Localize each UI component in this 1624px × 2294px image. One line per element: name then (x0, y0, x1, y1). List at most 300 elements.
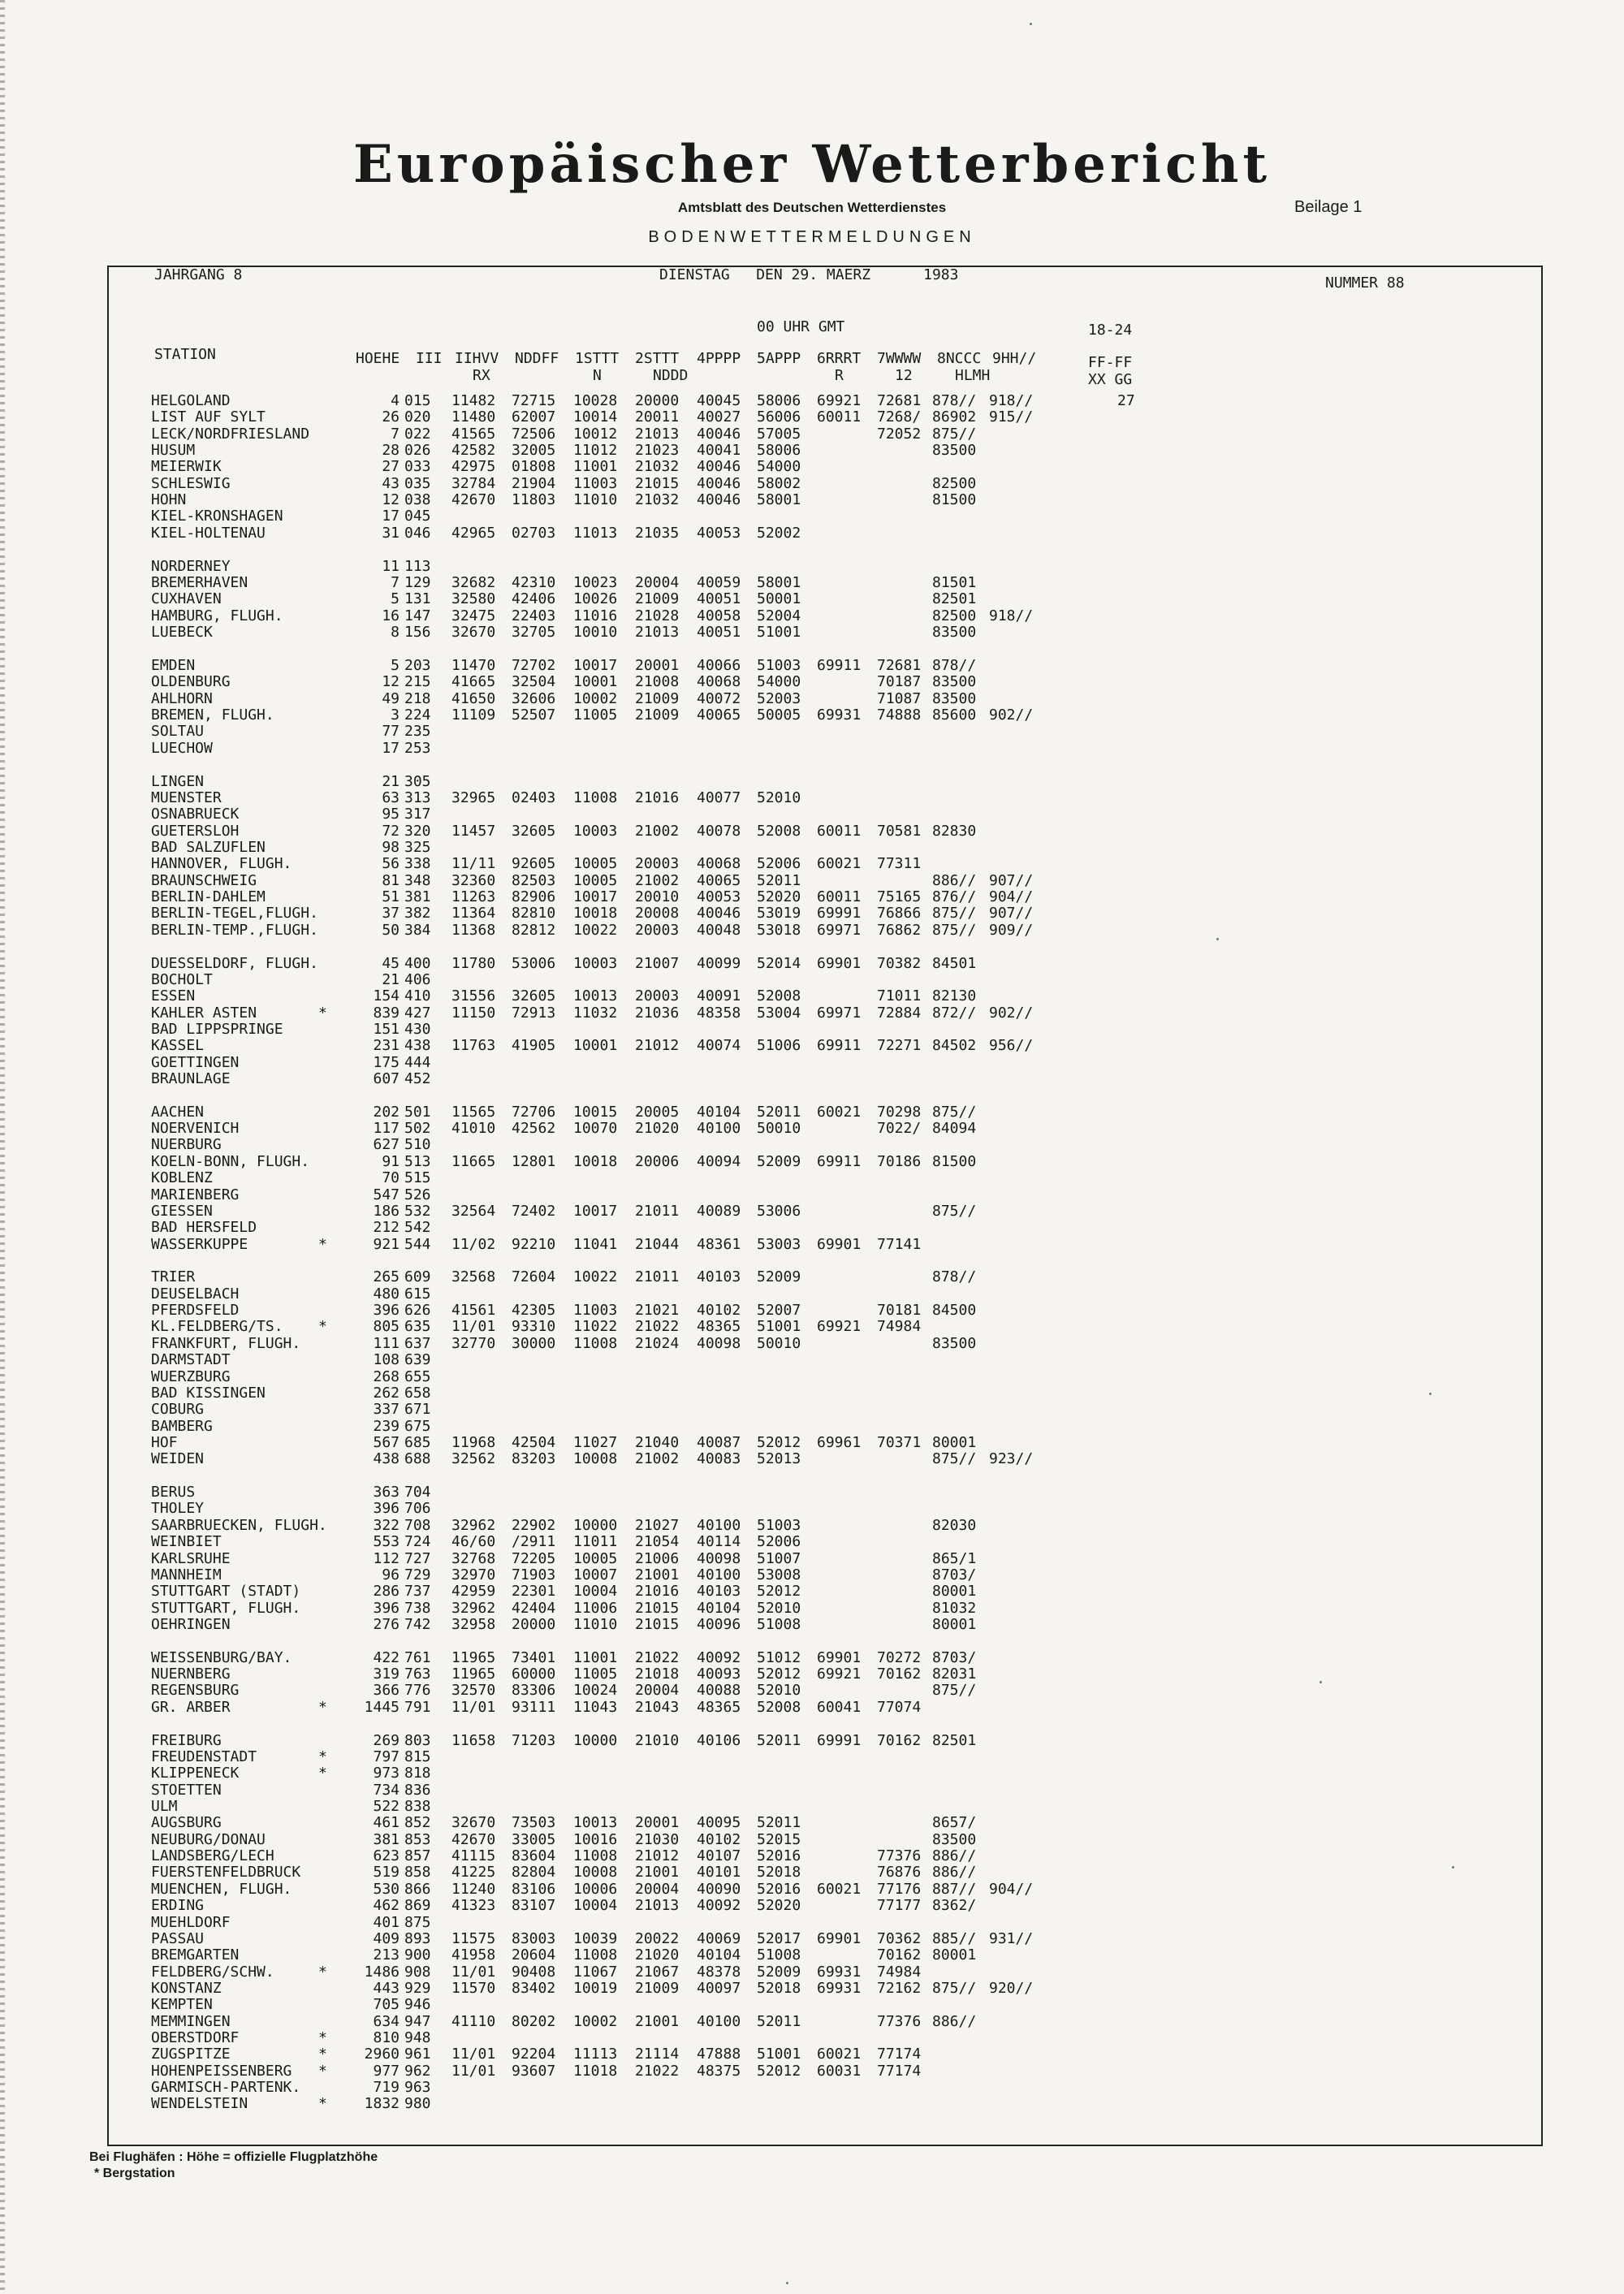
table-cell: 52003 (757, 690, 801, 707)
table-cell: 10024 (573, 1682, 618, 1699)
table-cell: 52010 (757, 1682, 801, 1699)
table-cell: 41565 (451, 426, 496, 443)
column-header: R (835, 367, 844, 384)
table-cell: 688 (404, 1450, 431, 1467)
table-cell: 32605 (512, 823, 556, 840)
table-cell: 40101 (697, 1864, 741, 1881)
table-cell: 69901 (817, 1649, 862, 1666)
table-cell: 46/60 (451, 1533, 496, 1550)
table-cell: 81 (382, 872, 400, 889)
table-cell: 31556 (451, 987, 496, 1004)
station-name: ULM (151, 1798, 178, 1815)
time-label: 00 UHR GMT (757, 318, 845, 335)
table-cell: 637 (404, 1335, 431, 1352)
table-cell: 11364 (451, 905, 496, 922)
table-cell: 918// (989, 607, 1034, 624)
paper-speck (1320, 1681, 1322, 1683)
column-header: 5APPP (757, 350, 801, 367)
column-header: 6RRRT (817, 350, 862, 367)
table-cell: 396 (373, 1600, 400, 1617)
table-cell: 406 (404, 971, 431, 988)
station-name: FELDBERG/SCHW. (151, 1964, 274, 1981)
table-cell: 21023 (635, 442, 680, 459)
table-cell: 11965 (451, 1665, 496, 1683)
table-cell: 818 (404, 1765, 431, 1782)
station-name: GUETERSLOH (151, 823, 240, 840)
table-cell: 2960 (364, 2046, 400, 2063)
table-cell: 623 (373, 1847, 400, 1864)
table-cell: 58001 (757, 574, 801, 591)
table-cell: 77174 (877, 2046, 922, 2063)
table-cell: 83107 (512, 1897, 556, 1914)
table-cell: 026 (404, 442, 431, 459)
table-cell: 639 (404, 1351, 431, 1368)
table-cell: 401 (373, 1914, 400, 1931)
table-cell: 396 (373, 1500, 400, 1517)
station-name: HOF (151, 1434, 178, 1451)
table-cell: 69911 (817, 657, 862, 674)
table-cell: 763 (404, 1665, 431, 1683)
table-cell: 11457 (451, 823, 496, 840)
table-cell: 11763 (451, 1037, 496, 1054)
table-cell: 52012 (757, 1583, 801, 1600)
station-name: FREUDENSTADT (151, 1748, 257, 1765)
table-cell: 113 (404, 558, 431, 575)
station-name: MEMMINGEN (151, 2013, 231, 2030)
table-cell: 83500 (932, 690, 977, 707)
table-cell: 11013 (573, 525, 618, 542)
table-cell: 21 (382, 773, 400, 790)
table-cell: 7022/ (877, 1120, 922, 1137)
table-cell: 72681 (877, 392, 922, 409)
table-cell: 852 (404, 1814, 431, 1831)
table-cell: 76876 (877, 1864, 922, 1881)
table-cell: 42406 (512, 590, 556, 607)
table-cell: 72506 (512, 426, 556, 443)
table-cell: 727 (404, 1550, 431, 1567)
table-cell: 40066 (697, 657, 741, 674)
station-name: COBURG (151, 1401, 205, 1418)
table-cell: 21024 (635, 1335, 680, 1352)
table-cell: 929 (404, 1980, 431, 1997)
table-cell: 80202 (512, 2013, 556, 2030)
station-name: HELGOLAND (151, 392, 231, 409)
table-cell: 82906 (512, 888, 556, 905)
table-cell: 317 (404, 806, 431, 823)
station-name: NOERVENICH (151, 1120, 240, 1137)
table-cell: 973 (373, 1765, 400, 1782)
table-cell: 776 (404, 1682, 431, 1699)
station-name: SCHLESWIG (151, 475, 231, 492)
station-name: GIESSEN (151, 1203, 213, 1220)
column-header: 9HH// (992, 350, 1037, 367)
table-cell: 396 (373, 1302, 400, 1319)
table-cell: 32670 (451, 1814, 496, 1831)
table-cell: 519 (373, 1864, 400, 1881)
table-cell: 443 (373, 1980, 400, 1997)
table-cell: 8657/ (932, 1814, 977, 1831)
table-cell: 11 (382, 558, 400, 575)
table-cell: 462 (373, 1897, 400, 1914)
table-cell: 69931 (817, 706, 862, 724)
table-cell: 32360 (451, 872, 496, 889)
table-cell: 11/01 (451, 2046, 496, 2063)
table-cell: 52007 (757, 1302, 801, 1319)
table-cell: 117 (373, 1120, 400, 1137)
table-cell: 956// (989, 1037, 1034, 1054)
table-cell: 40104 (697, 1600, 741, 1617)
table-cell: 73503 (512, 1814, 556, 1831)
table-cell: 875// (932, 1980, 977, 1997)
table-cell: 32568 (451, 1268, 496, 1285)
table-cell: 57005 (757, 426, 801, 443)
table-cell: 203 (404, 657, 431, 674)
table-cell: 48375 (697, 2063, 741, 2080)
station-name: LUECHOW (151, 740, 213, 757)
table-cell: 11109 (451, 706, 496, 724)
station-name: SOLTAU (151, 723, 205, 740)
table-cell: 60011 (817, 823, 862, 840)
table-cell: 82501 (932, 590, 977, 607)
table-cell: 69971 (817, 1004, 862, 1022)
table-cell: 11113 (573, 2046, 618, 2063)
table-cell: 52009 (757, 1268, 801, 1285)
table-cell: 11665 (451, 1153, 496, 1170)
table-cell: 20000 (512, 1616, 556, 1633)
station-name: BREMERHAVEN (151, 574, 248, 591)
table-cell: 1445 (364, 1699, 400, 1716)
table-cell: 53006 (757, 1203, 801, 1220)
table-cell: 10005 (573, 1550, 618, 1567)
table-cell: 381 (373, 1831, 400, 1848)
table-cell: 40103 (697, 1268, 741, 1285)
table-cell: 269 (373, 1732, 400, 1749)
table-cell: 857 (404, 1847, 431, 1864)
beilage-label: Beilage 1 (1294, 198, 1363, 216)
table-cell: 11480 (451, 408, 496, 426)
table-cell: 41665 (451, 673, 496, 690)
station-name: BREMGARTEN (151, 1946, 240, 1964)
footnote-airports: Bei Flughäfen : Höhe = offizielle Flugplatzhöhe (89, 2150, 378, 2164)
table-cell: 32605 (512, 987, 556, 1004)
table-cell: 961 (404, 2046, 431, 2063)
table-cell: 11010 (573, 1616, 618, 1633)
table-cell: 734 (373, 1782, 400, 1799)
station-name: MUENSTER (151, 789, 222, 806)
table-cell: 82500 (932, 475, 977, 492)
paper-speck (1030, 23, 1032, 25)
table-cell: 40068 (697, 855, 741, 872)
table-cell: 31 (382, 525, 400, 542)
table-cell: 86902 (932, 408, 977, 426)
table-cell: 40100 (697, 1566, 741, 1583)
table-cell: 40091 (697, 987, 741, 1004)
table-cell: 56006 (757, 408, 801, 426)
table-cell: 69991 (817, 1732, 862, 1749)
table-cell: 1832 (364, 2095, 400, 2112)
table-cell: 10001 (573, 1037, 618, 1054)
table-cell: 40100 (697, 1517, 741, 1534)
table-cell: 11011 (573, 1533, 618, 1550)
table-cell: 51003 (757, 1517, 801, 1534)
table-cell: 20604 (512, 1946, 556, 1964)
table-cell: 11570 (451, 1980, 496, 1997)
column-header: 1STTT (575, 350, 620, 367)
station-name: WUERZBURG (151, 1368, 231, 1385)
table-cell: 151 (373, 1021, 400, 1038)
table-cell: 131 (404, 590, 431, 607)
table-cell: 77376 (877, 2013, 922, 2030)
table-cell: 363 (373, 1484, 400, 1501)
table-cell: 84500 (932, 1302, 977, 1319)
table-cell: 547 (373, 1186, 400, 1203)
table-cell: 32564 (451, 1203, 496, 1220)
table-cell: 907// (989, 905, 1034, 922)
table-cell: 480 (373, 1285, 400, 1303)
table-cell: 11008 (573, 789, 618, 806)
table-cell: 20003 (635, 922, 680, 939)
table-cell: 69911 (817, 1153, 862, 1170)
table-cell: 60021 (817, 1881, 862, 1898)
table-cell: 202 (373, 1104, 400, 1121)
table-cell: 875// (932, 905, 977, 922)
table-cell: 502 (404, 1120, 431, 1137)
table-cell: 10018 (573, 905, 618, 922)
table-cell: 235 (404, 723, 431, 740)
table-cell: 035 (404, 475, 431, 492)
station-name: HAMBURG, FLUGH. (151, 607, 283, 624)
paper-speck (1216, 938, 1219, 940)
table-cell: 452 (404, 1070, 431, 1087)
table-cell: 72402 (512, 1203, 556, 1220)
table-cell: 48358 (697, 1004, 741, 1022)
table-cell: 75165 (877, 888, 922, 905)
table-cell: 21032 (635, 458, 680, 475)
table-cell: 72205 (512, 1550, 556, 1567)
table-cell: 83604 (512, 1847, 556, 1864)
table-cell: 20004 (635, 574, 680, 591)
table-cell: 045 (404, 508, 431, 525)
table-cell: 71011 (877, 987, 922, 1004)
station-name: OBERSTDORF (151, 2029, 240, 2046)
station-name: WENDELSTEIN (151, 2095, 248, 2112)
table-cell: 11470 (451, 657, 496, 674)
table-cell: 11022 (573, 1318, 618, 1335)
table-cell: 60000 (512, 1665, 556, 1683)
table-cell: 319 (373, 1665, 400, 1683)
table-cell: 253 (404, 740, 431, 757)
table-cell: 11006 (573, 1600, 618, 1617)
table-cell: 69901 (817, 955, 862, 972)
table-cell: 28 (382, 442, 400, 459)
table-cell: 381 (404, 888, 431, 905)
table-cell: 724 (404, 1533, 431, 1550)
table-cell: 81501 (932, 574, 977, 591)
table-cell: 40088 (697, 1682, 741, 1699)
table-cell: 11008 (573, 1847, 618, 1864)
table-cell: 82031 (932, 1665, 977, 1683)
table-cell: 51001 (757, 2046, 801, 2063)
table-cell: 634 (373, 2013, 400, 2030)
table-cell: 3 (391, 706, 400, 724)
table-cell: 52006 (757, 855, 801, 872)
table-cell: 40103 (697, 1583, 741, 1600)
table-cell: 815 (404, 1748, 431, 1765)
station-name: ESSEN (151, 987, 196, 1004)
station-name: NEUBURG/DONAU (151, 1831, 266, 1848)
table-cell: 40098 (697, 1335, 741, 1352)
table-cell: 41323 (451, 1897, 496, 1914)
table-cell: 337 (373, 1401, 400, 1418)
table-cell: 40083 (697, 1450, 741, 1467)
table-cell: 77176 (877, 1881, 922, 1898)
table-cell: 875// (932, 1104, 977, 1121)
table-cell: 41110 (451, 2013, 496, 2030)
table-cell: 8 (391, 624, 400, 641)
table-cell: 70162 (877, 1946, 922, 1964)
table-cell: 40097 (697, 1980, 741, 1997)
table-cell: 400 (404, 955, 431, 972)
station-name: WEIDEN (151, 1450, 205, 1467)
table-cell: 52011 (757, 2013, 801, 2030)
table-cell: 27 (1117, 392, 1135, 409)
table-cell: 40046 (697, 491, 741, 508)
table-cell: 10005 (573, 872, 618, 889)
table-cell: 10000 (573, 1732, 618, 1749)
table-cell: 8703/ (932, 1649, 977, 1666)
table-cell: 12 (382, 491, 400, 508)
table-cell: 11240 (451, 1881, 496, 1898)
table-cell: 40046 (697, 475, 741, 492)
table-cell: 797 (373, 1748, 400, 1765)
table-cell: 946 (404, 1996, 431, 2013)
table-cell: 21001 (635, 1864, 680, 1881)
table-cell: 12 (382, 673, 400, 690)
table-cell: 40107 (697, 1847, 741, 1864)
table-cell: 038 (404, 491, 431, 508)
table-cell: 438 (404, 1037, 431, 1054)
table-cell: 908 (404, 1964, 431, 1981)
table-cell: 72702 (512, 657, 556, 674)
table-cell: 82503 (512, 872, 556, 889)
table-cell: 21001 (635, 1566, 680, 1583)
table-cell: 761 (404, 1649, 431, 1666)
table-cell: 32005 (512, 442, 556, 459)
table-cell: 70298 (877, 1104, 922, 1121)
table-cell: 21043 (635, 1699, 680, 1716)
table-cell: 40102 (697, 1831, 741, 1848)
table-cell: 015 (404, 392, 431, 409)
jahrgang-label: JAHRGANG 8 (154, 266, 243, 283)
station-name: THOLEY (151, 1500, 205, 1517)
table-cell: 73401 (512, 1649, 556, 1666)
table-cell: 186 (373, 1203, 400, 1220)
table-cell: 542 (404, 1219, 431, 1236)
table-cell: 10023 (573, 574, 618, 591)
table-cell: 37 (382, 905, 400, 922)
table-cell: 40046 (697, 905, 741, 922)
table-cell: 52006 (757, 1533, 801, 1550)
table-cell: 5 (391, 590, 400, 607)
table-cell: 902// (989, 706, 1034, 724)
table-cell: 410 (404, 987, 431, 1004)
table-cell: 11/01 (451, 1964, 496, 1981)
table-cell: 11005 (573, 1665, 618, 1683)
table-cell: 22403 (512, 607, 556, 624)
station-name: LINGEN (151, 773, 205, 790)
table-cell: 215 (404, 673, 431, 690)
column-header: 2STTT (635, 350, 680, 367)
table-cell: 40065 (697, 872, 741, 889)
table-cell: 52008 (757, 823, 801, 840)
table-cell: 21001 (635, 2013, 680, 2030)
table-cell: 10015 (573, 1104, 618, 1121)
paper-speck (1429, 1393, 1432, 1395)
table-cell: 21040 (635, 1434, 680, 1451)
table-cell: 56 (382, 855, 400, 872)
station-name: AUGSBURG (151, 1814, 222, 1831)
table-cell: 52016 (757, 1847, 801, 1864)
table-cell: 45 (382, 955, 400, 972)
station-name: BERLIN-TEMP.,FLUGH. (151, 922, 318, 939)
table-cell: 43 (382, 475, 400, 492)
table-cell: 40078 (697, 823, 741, 840)
station-name: NUERNBERG (151, 1665, 231, 1683)
table-cell: 11482 (451, 392, 496, 409)
table-cell: 265 (373, 1268, 400, 1285)
table-cell: 72162 (877, 1980, 922, 1997)
table-cell: 32504 (512, 673, 556, 690)
table-cell: 348 (404, 872, 431, 889)
table-cell: 41958 (451, 1946, 496, 1964)
table-cell: 72706 (512, 1104, 556, 1121)
table-cell: 50 (382, 922, 400, 939)
table-cell: 21008 (635, 673, 680, 690)
station-name: BRAUNSCHWEIG (151, 872, 257, 889)
table-cell: 22301 (512, 1583, 556, 1600)
table-cell: 60011 (817, 888, 862, 905)
table-cell: 305 (404, 773, 431, 790)
table-cell: 239 (373, 1418, 400, 1435)
table-cell: 607 (373, 1070, 400, 1087)
table-cell: 83203 (512, 1450, 556, 1467)
table-cell: 58001 (757, 491, 801, 508)
table-cell: 74984 (877, 1318, 922, 1335)
table-cell: 51001 (757, 1318, 801, 1335)
table-cell: 72 (382, 823, 400, 840)
table-cell: 42305 (512, 1302, 556, 1319)
table-cell: 11/01 (451, 1318, 496, 1335)
table-cell: 21022 (635, 2063, 680, 2080)
table-cell: 21030 (635, 1831, 680, 1848)
table-cell: 878// (932, 392, 977, 409)
table-cell: 92210 (512, 1236, 556, 1253)
table-cell: 60041 (817, 1699, 862, 1716)
table-cell: 11008 (573, 1335, 618, 1352)
table-cell: 21012 (635, 1037, 680, 1054)
table-cell: 42582 (451, 442, 496, 459)
table-cell: 21114 (635, 2046, 680, 2063)
table-cell: 20004 (635, 1881, 680, 1898)
table-cell: 01808 (512, 458, 556, 475)
station-name: AHLHORN (151, 690, 213, 707)
table-cell: 21904 (512, 475, 556, 492)
table-cell: 48365 (697, 1318, 741, 1335)
table-cell: 51003 (757, 657, 801, 674)
table-cell: 963 (404, 2079, 431, 2096)
station-name: OSNABRUECK (151, 806, 240, 823)
station-name: KOBLENZ (151, 1169, 213, 1186)
